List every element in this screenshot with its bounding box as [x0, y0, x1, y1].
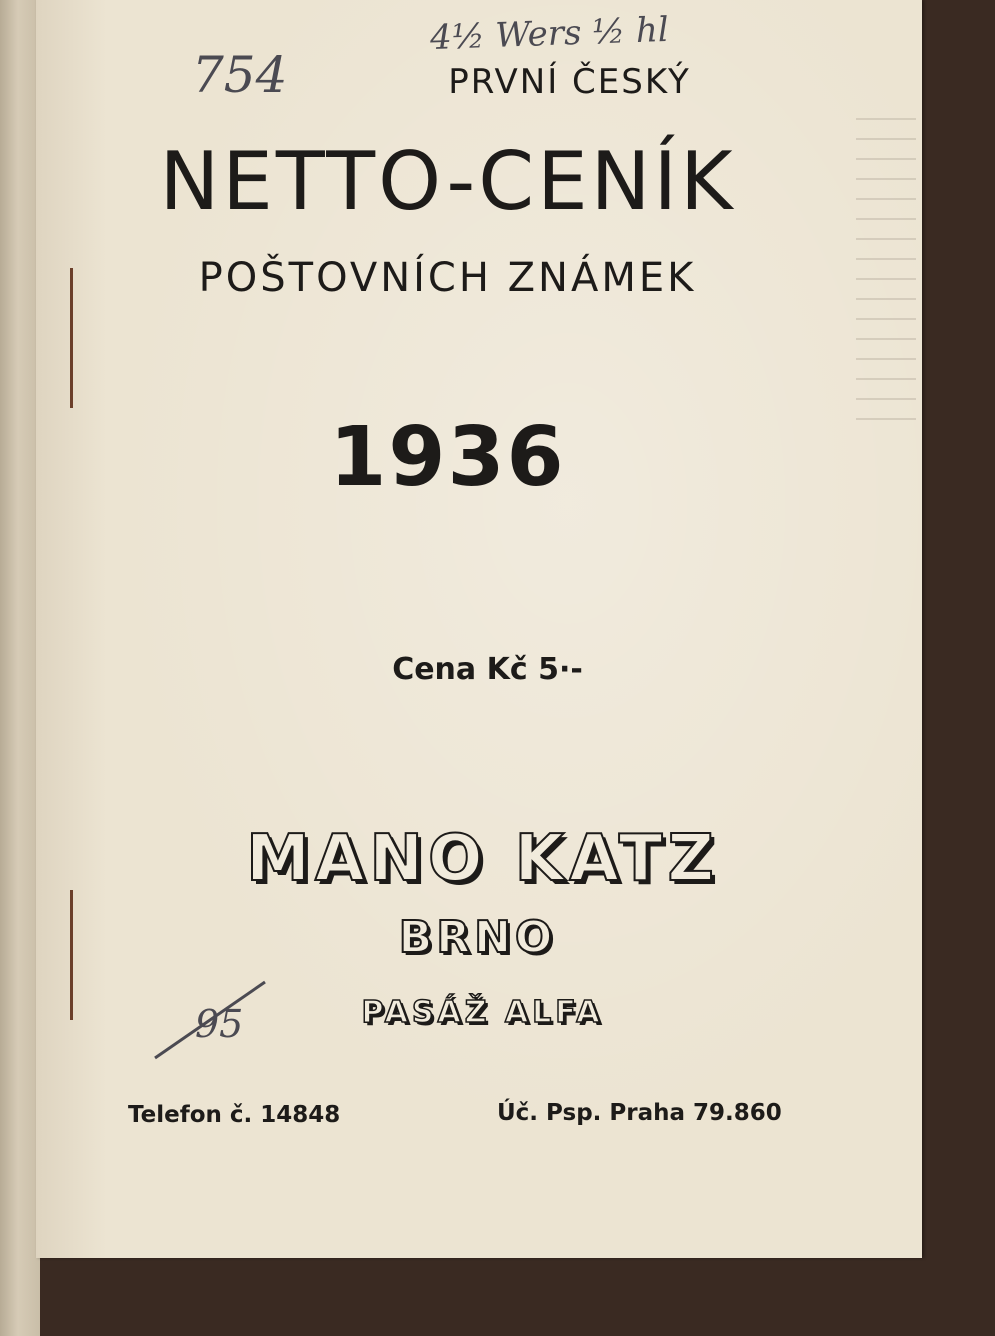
- publisher-address: PASÁŽ ALFA: [361, 995, 604, 1030]
- year-heading: 1936: [329, 410, 566, 505]
- postal-account: Úč. Psp. Praha 79.860: [497, 1100, 782, 1126]
- publisher-name: MANO KATZ: [246, 822, 719, 896]
- handwritten-number-bottom: 95: [195, 1002, 244, 1046]
- main-title: NETTO-CENÍK: [159, 135, 736, 228]
- handwritten-number-left: 754: [192, 46, 288, 104]
- publisher-city: BRNO: [398, 912, 557, 963]
- handwritten-note-top: 4½ Wers ½ hl: [429, 9, 670, 59]
- phone-number: Telefon č. 14848: [128, 1102, 341, 1128]
- title-line-1: PRVNÍ ČESKÝ: [448, 62, 691, 102]
- price-line: Cena Kč 5·-: [392, 652, 583, 687]
- title-line-3: POŠTOVNÍCH ZNÁMEK: [198, 255, 697, 301]
